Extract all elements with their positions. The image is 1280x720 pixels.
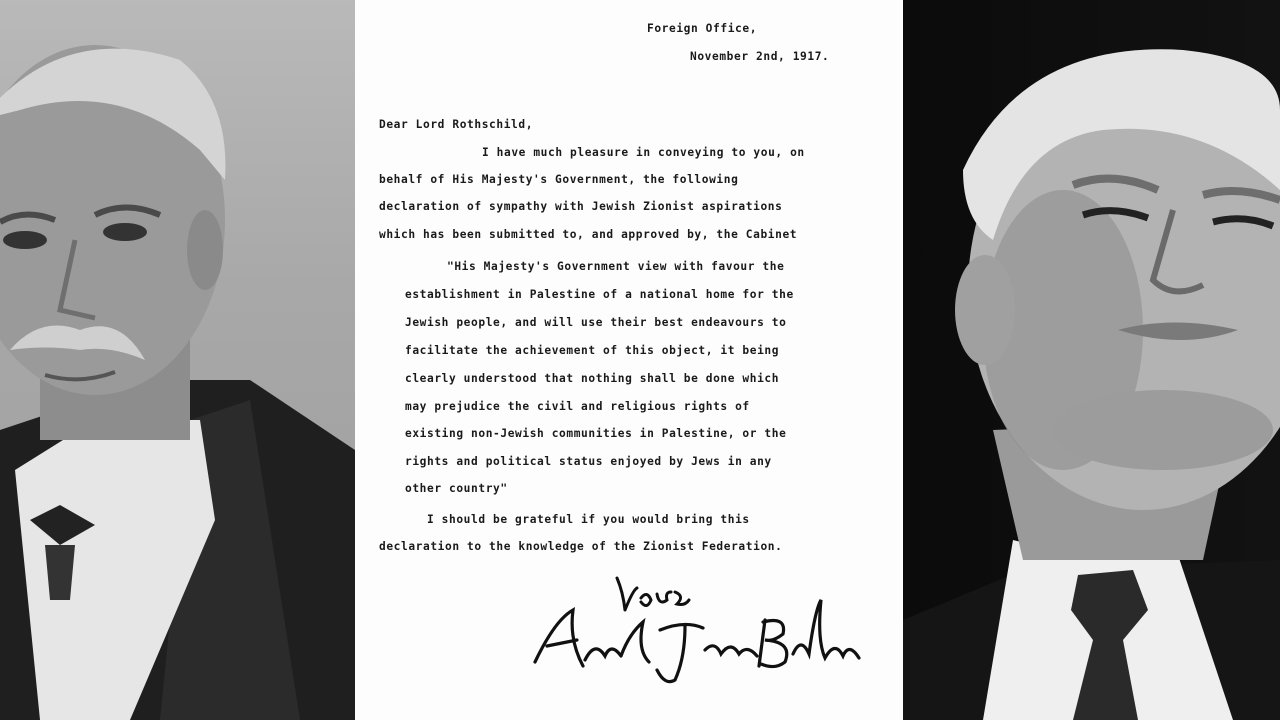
handwritten-signature — [525, 570, 865, 700]
letter-quote-line: other country" — [405, 482, 508, 495]
letter-closing-line: I should be grateful if you would bring this — [427, 513, 750, 526]
letter-para1-line: declaration of sympathy with Jewish Zionist aspirations — [379, 200, 783, 213]
letter-para1-line: I have much pleasure in conveying to you, on — [482, 146, 805, 159]
letter-heading-date: November 2nd, 1917. — [690, 50, 830, 63]
letter-quote-line: establishment in Palestine of a national home for the — [405, 288, 794, 301]
letter-closing-line: declaration to the knowledge of the Zionist Federation. — [379, 540, 783, 553]
letter-quote-line: may prejudice the civil and religious rights of — [405, 400, 750, 413]
letter-quote-line: Jewish people, and will use their best endeavours to — [405, 316, 787, 329]
letter-quote-line: clearly understood that nothing shall be done which — [405, 372, 780, 385]
letter-quote-line: existing non-Jewish communities in Palestine, or the — [405, 427, 787, 440]
letter-document — [355, 0, 903, 720]
left-portrait-photo — [0, 0, 355, 720]
man-in-suit-portrait — [903, 0, 1280, 720]
letter-quote-line: rights and political status enjoyed by Jews in any — [405, 455, 772, 468]
elderly-man-portrait — [0, 0, 355, 720]
letter-para1-line: which has been submitted to, and approved by, the Cabinet — [379, 228, 798, 241]
right-portrait-photo — [903, 0, 1280, 720]
letter-quote-line: facilitate the achievement of this object, it being — [405, 344, 780, 357]
letter-quote-line: "His Majesty's Government view with favour the — [447, 260, 785, 273]
letter-heading-office: Foreign Office, — [647, 22, 758, 35]
letter-para1-line: behalf of His Majesty's Government, the following — [379, 173, 739, 186]
letter-salutation: Dear Lord Rothschild, — [379, 118, 534, 131]
